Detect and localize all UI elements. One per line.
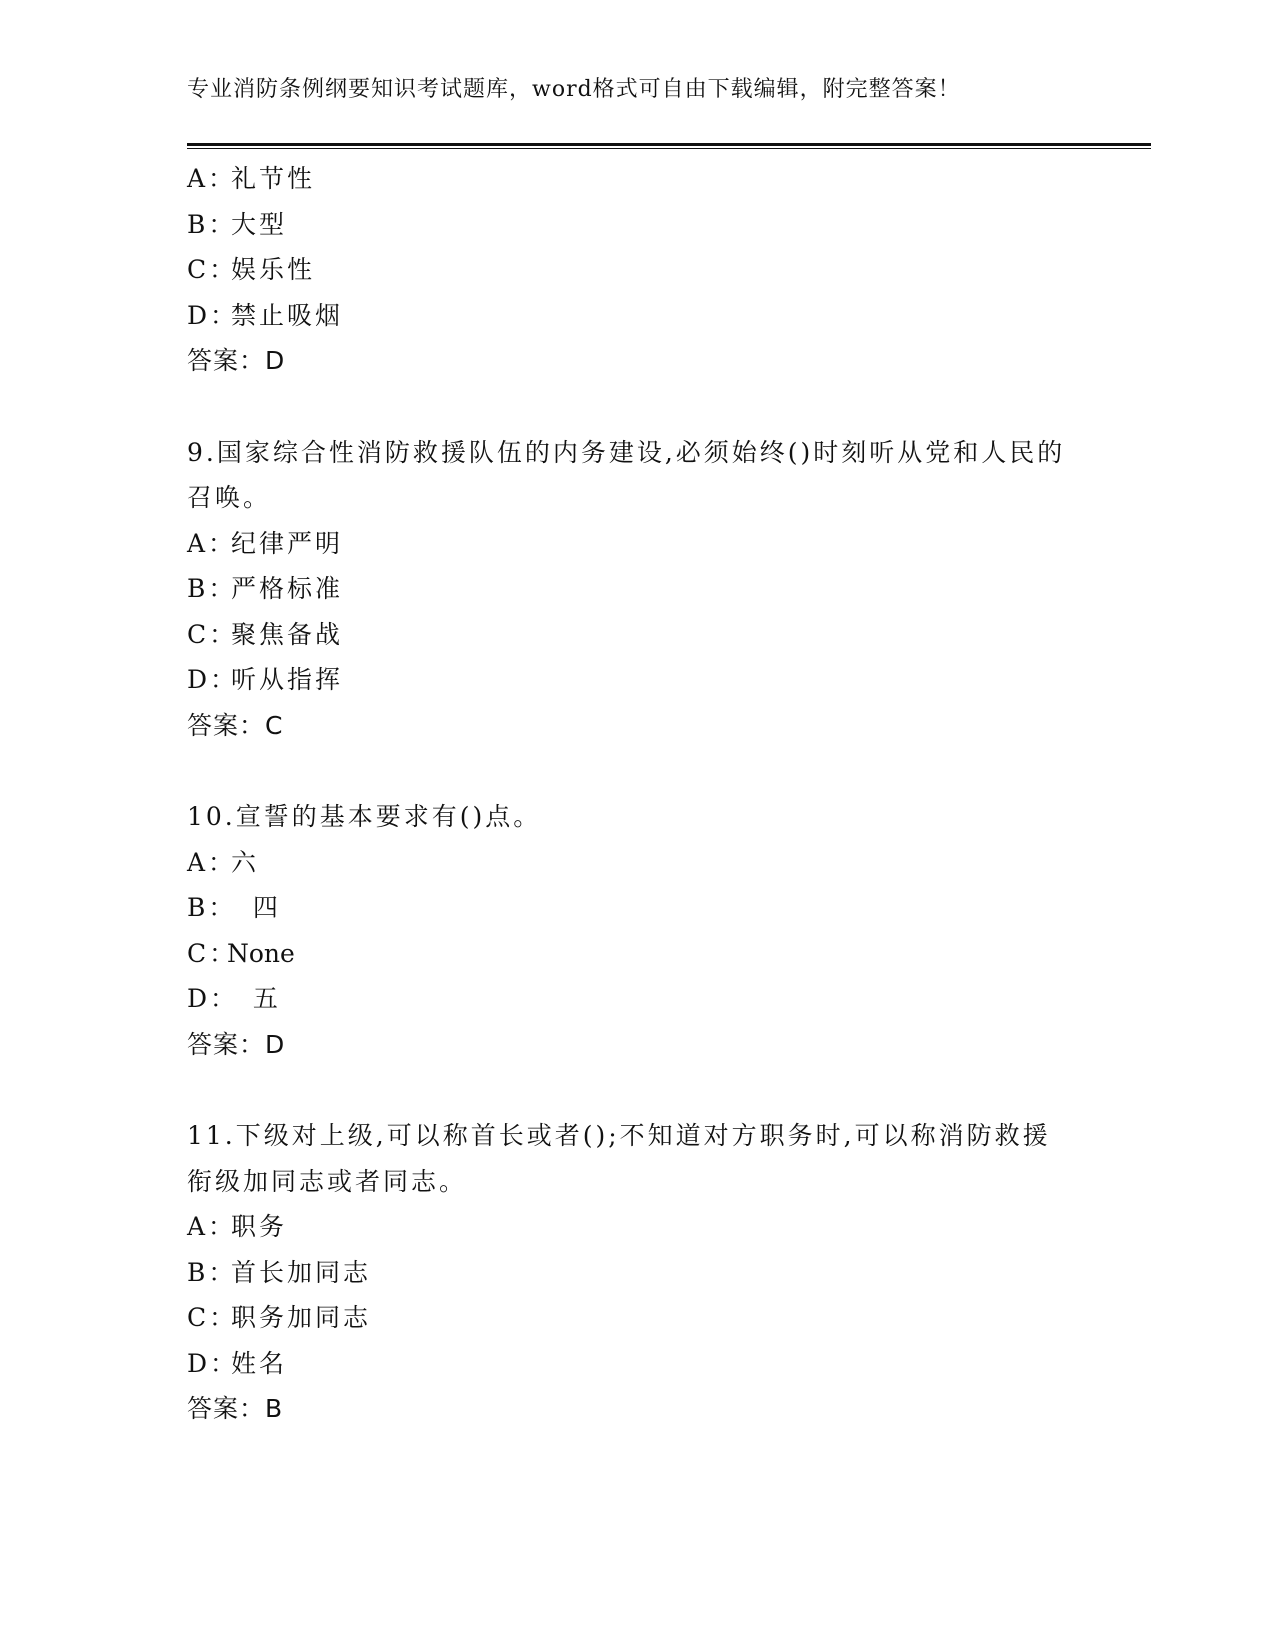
option-d (187, 976, 1087, 1022)
option-c (187, 247, 1087, 293)
option-b (187, 202, 1087, 248)
option-key: A： (187, 1212, 237, 1241)
option-d (187, 657, 1087, 703)
option-d (187, 293, 1087, 339)
page-header: 专业消防条例纲要知识考试题库，word格式可自由下载编辑，附完整答案！ (187, 77, 961, 102)
option-key: A： (187, 164, 237, 193)
question-block (187, 156, 1087, 384)
question-block (187, 1113, 1087, 1432)
answer-line: 答案：C (187, 710, 284, 740)
option-value: 娱乐性 (231, 255, 316, 284)
option-key: C： (187, 938, 238, 968)
option-key: A： (187, 528, 237, 558)
option-a (187, 156, 1087, 202)
option-value: 礼节性 (231, 164, 316, 193)
option-b (187, 885, 1087, 931)
option-value: 聚焦备战 (231, 619, 344, 649)
option-b (187, 566, 1087, 612)
option-c (187, 1295, 1087, 1341)
option-value: 大型 (231, 209, 288, 239)
option-value: 四 (231, 893, 281, 922)
option-c (187, 612, 1087, 658)
option-b (187, 1250, 1087, 1296)
option-key: B： (187, 1257, 237, 1287)
option-key: D： (187, 984, 239, 1013)
option-value: 禁止吸烟 (231, 300, 344, 330)
question-block (187, 794, 1087, 1067)
option-key: D： (187, 665, 239, 694)
header-divider (187, 143, 1151, 149)
option-key: C： (187, 1303, 238, 1332)
option-key: A： (187, 847, 237, 877)
option-d (187, 1341, 1087, 1387)
option-key: B： (187, 893, 237, 922)
answer-line: 答案：B (187, 1394, 284, 1423)
option-key: D： (187, 300, 239, 330)
option-key: B： (187, 209, 237, 239)
option-a (187, 1204, 1087, 1250)
option-key: D： (187, 1348, 239, 1378)
question-list (187, 156, 1087, 1432)
option-c (187, 931, 1087, 977)
option-a (187, 840, 1087, 886)
option-value: None (227, 938, 295, 968)
option-value: 听从指挥 (231, 665, 344, 694)
option-value: 五 (231, 984, 281, 1013)
option-value: 纪律严明 (231, 528, 344, 558)
option-key: B： (187, 574, 237, 603)
option-key: C： (187, 619, 238, 649)
option-key: C： (187, 255, 238, 284)
option-value: 职务 (231, 1212, 288, 1241)
answer-line: 答案：D (187, 1029, 286, 1059)
question-text: 9.国家综合性消防救援队伍的内务建设,必须始终()时刻听从党和人民的召唤。 (187, 437, 1066, 512)
question-block (187, 430, 1087, 749)
option-value: 职务加同志 (231, 1303, 372, 1332)
option-value: 严格标准 (231, 574, 344, 603)
question-text: 11.下级对上级,可以称首长或者();不知道对方职务时,可以称消防救援衔级加同志或者同志。 (187, 1121, 1051, 1196)
question-text: 10.宣誓的基本要求有()点。 (187, 802, 542, 831)
option-value: 首长加同志 (231, 1257, 372, 1287)
option-value: 姓名 (231, 1348, 288, 1378)
option-a (187, 521, 1087, 567)
option-value: 六 (231, 847, 260, 877)
answer-line: 答案：D (187, 346, 286, 375)
